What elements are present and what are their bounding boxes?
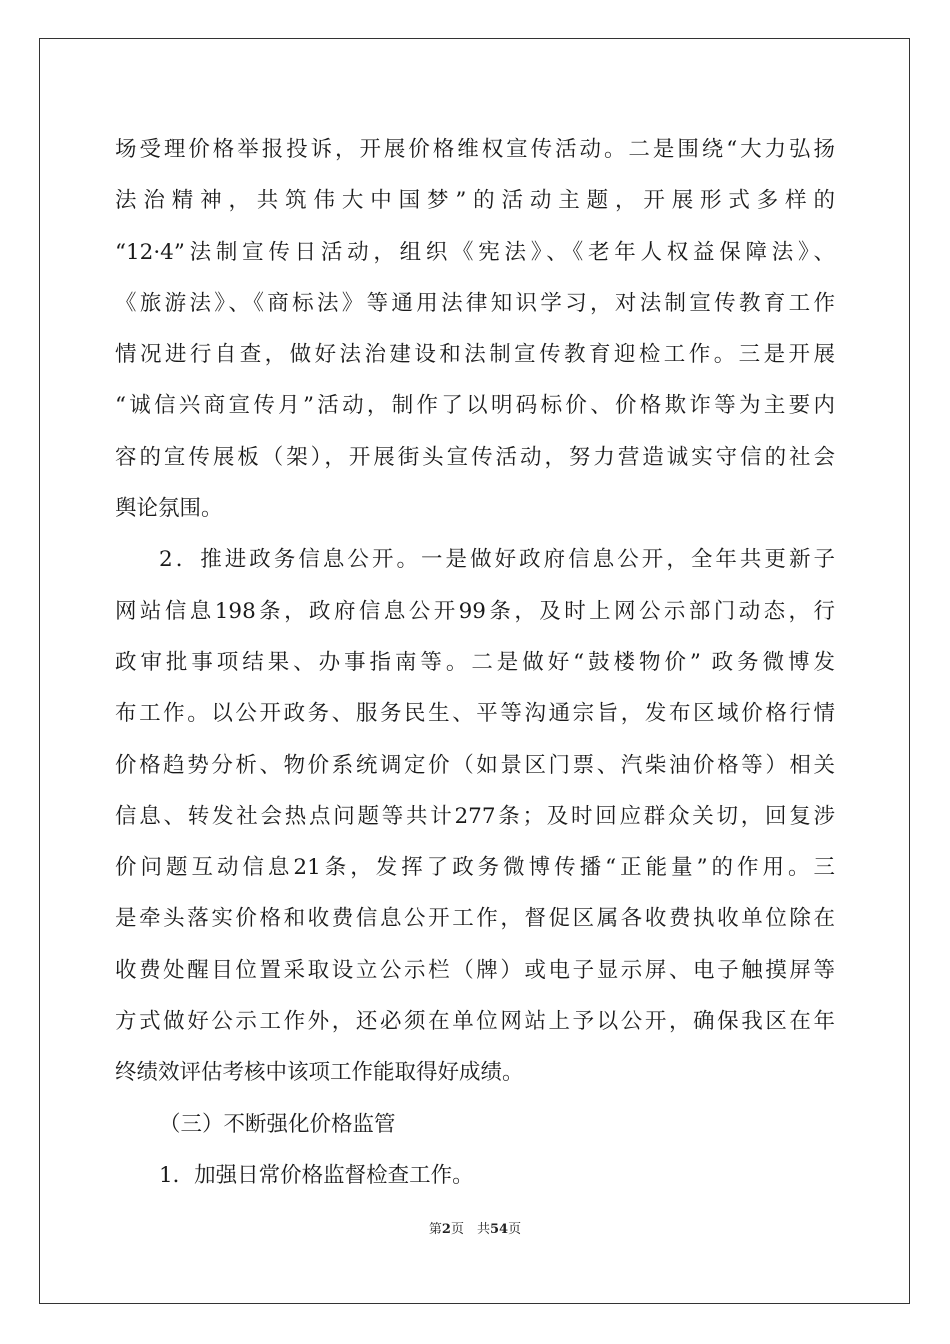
text-line: 《旅游法》、《商标法》等通用法律知识学习，对法制宣传教育工作 bbox=[115, 290, 835, 316]
text-line: “诚信兴商宣传月”活动，制作了以明码标价、价格欺诈等为主要内 bbox=[115, 393, 835, 419]
text-line: 法治精神，共筑伟大中国梦”的活动主题，开展形式多样的 bbox=[115, 188, 835, 214]
text-line: 舆论氛围。 bbox=[115, 496, 223, 522]
text-line: 政审批事项结果、办事指南等。二是做好“鼓楼物价” 政务微博发 bbox=[115, 649, 835, 675]
text-line: 场受理价格举报投诉，开展价格维权宣传活动。二是围绕“大力弘扬 bbox=[115, 137, 835, 162]
footer-page-number: 2 bbox=[441, 1222, 451, 1237]
footer-suffix: 页 bbox=[508, 1222, 522, 1237]
paragraph-heading-line: 2．推进政务信息公开。一是做好政府信息公开，全年共更新子 bbox=[159, 547, 835, 573]
text-line: 收费处醒目位置采取设立公示栏（牌）或电子显示屏、电子触摸屏等 bbox=[115, 957, 835, 983]
text-line: 价问题互动信息21条，发挥了政务微博传播“正能量”的作用。三 bbox=[115, 855, 835, 881]
text-line: 价格趋势分析、物价系统调定价（如景区门票、汽柴油价格等）相关 bbox=[115, 752, 835, 778]
footer-total-pages: 54 bbox=[489, 1222, 509, 1237]
text-line: 容的宣传展板（架），开展街头宣传活动，努力营造诚实守信的社会 bbox=[115, 444, 835, 470]
document-body bbox=[115, 124, 835, 1201]
text-line: 是牵头落实价格和收费信息公开工作，督促区属各收费执收单位除在 bbox=[115, 906, 835, 932]
text-line: 方式做好公示工作外，还必须在单位网站上予以公开，确保我区在年 bbox=[115, 1009, 835, 1035]
subsection-heading: 1．加强日常价格监督检查工作。 bbox=[159, 1162, 474, 1188]
text-line: 网站信息198条，政府信息公开99条，及时上网公示部门动态，行 bbox=[115, 598, 835, 624]
footer-mid: 页 共 bbox=[450, 1222, 490, 1237]
text-line: 情况进行自查，做好法治建设和法制宣传教育迎检工作。三是开展 bbox=[115, 342, 835, 368]
text-line: 信息、转发社会热点问题等共计277条；及时回应群众关切，回复涉 bbox=[115, 803, 835, 829]
text-line: “12·4”法制宣传日活动，组织《宪法》、《老年人权益保障法》、 bbox=[115, 239, 835, 265]
footer-prefix: 第 bbox=[428, 1222, 442, 1237]
text-line: 终绩效评估考核中该项工作能取得好成绩。 bbox=[115, 1060, 524, 1086]
page-footer bbox=[0, 1218, 950, 1237]
section-heading: （三）不断强化价格监管 bbox=[159, 1111, 396, 1137]
text-line: 布工作。以公开政务、服务民生、平等沟通宗旨，发布区域价格行情 bbox=[115, 701, 835, 727]
